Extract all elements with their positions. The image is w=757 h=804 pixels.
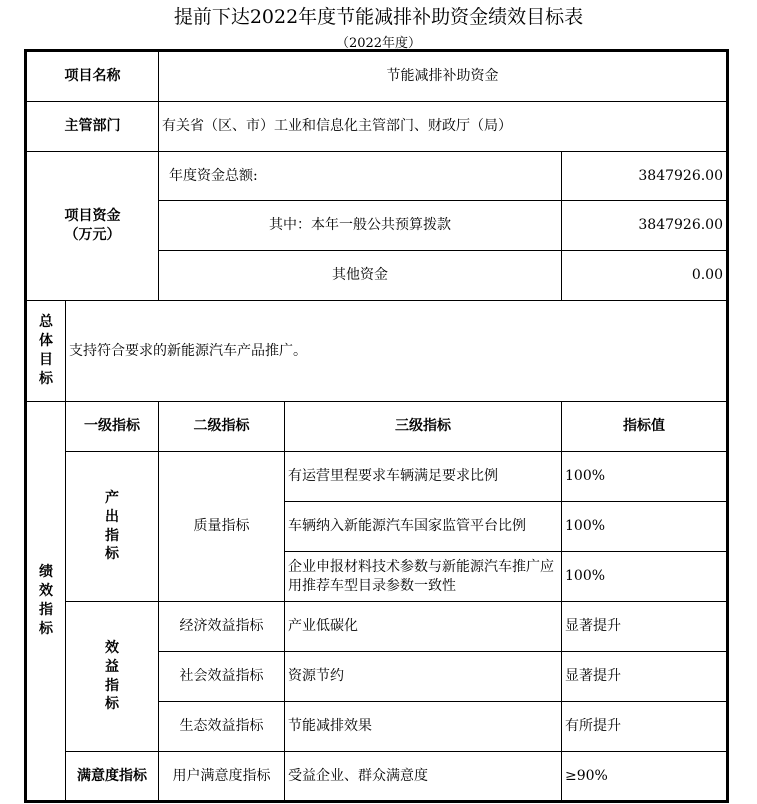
perf-label-char: 指 xyxy=(39,602,53,618)
benefit-label-char: 标 xyxy=(105,696,119,713)
value-cell: 100% xyxy=(562,552,728,602)
output-label-char: 产 xyxy=(105,489,119,506)
page-subtitle: （2022年度） xyxy=(335,36,422,51)
level3-cell: 受益企业、群众满意度 xyxy=(285,752,562,802)
level3-cell: 企业申报材料技术参数与新能源汽车推广应用推荐车型目录参数一致性 xyxy=(285,552,562,602)
project-name-value: 节能减排补助资金 xyxy=(159,51,728,102)
value-cell: 显著提升 xyxy=(562,602,728,652)
level3-cell: 车辆纳入新能源汽车国家监管平台比例 xyxy=(285,502,562,552)
department-label: 主管部门 xyxy=(26,102,159,152)
overall-target-label xyxy=(26,301,66,402)
funds-total-label: 年度资金总额: xyxy=(159,152,562,201)
funds-total-value: 3847926.00 xyxy=(562,152,728,201)
funds-label xyxy=(26,152,159,301)
funds-row xyxy=(26,152,728,201)
value-cell: 100% xyxy=(562,452,728,502)
level3-cell: 节能减排效果 xyxy=(285,702,562,752)
level3-cell: 资源节约 xyxy=(285,652,562,702)
page-title: 提前下达2022年度节能减排补助资金绩效目标表 xyxy=(173,6,584,28)
overall-target-value: 支持符合要求的新能源汽车产品推广。 xyxy=(66,301,728,402)
value-cell: ≥90% xyxy=(562,752,728,802)
perf-label-char: 绩 xyxy=(39,564,53,581)
project-name-row xyxy=(26,51,728,102)
project-name-label: 项目名称 xyxy=(26,51,159,102)
satisfaction-indicators-label: 满意度指标 xyxy=(66,752,159,802)
level2-cell: 经济效益指标 xyxy=(159,602,285,652)
perf-label-char: 标 xyxy=(39,620,53,637)
funds-budget-label: 其中：本年一般公共预算拨款 xyxy=(159,201,562,251)
overall-label-char: 目 xyxy=(39,352,53,368)
table-row xyxy=(26,752,728,802)
funds-budget-value: 3847926.00 xyxy=(562,201,728,251)
indicator-header-row xyxy=(26,402,728,452)
level2-cell: 生态效益指标 xyxy=(159,702,285,752)
value-cell: 有所提升 xyxy=(562,702,728,752)
performance-indicators-label xyxy=(26,402,66,802)
level3-cell: 有运营里程要求车辆满足要求比例 xyxy=(285,452,562,502)
performance-target-table xyxy=(24,49,729,803)
funds-other-value: 0.00 xyxy=(562,251,728,301)
department-value: 有关省（区、市）工业和信息化主管部门、财政厅（局） xyxy=(159,102,728,152)
header-level1: 一级指标 xyxy=(66,402,159,452)
output-label-char: 出 xyxy=(105,508,119,525)
benefit-label-char: 指 xyxy=(105,677,119,694)
quality-indicators-label: 质量指标 xyxy=(159,452,285,602)
output-label-char: 标 xyxy=(105,546,119,563)
benefit-label-char: 效 xyxy=(105,639,119,656)
overall-label-char: 标 xyxy=(39,370,53,387)
header-level3: 三级指标 xyxy=(285,402,562,452)
header-value: 指标值 xyxy=(562,402,728,452)
output-indicators-label xyxy=(66,452,159,602)
table-row xyxy=(26,452,728,502)
funds-label-line2: （万元） xyxy=(64,227,121,243)
value-cell: 100% xyxy=(562,502,728,552)
funds-label-line1: 项目资金 xyxy=(64,208,121,225)
header-level2: 二级指标 xyxy=(159,402,285,452)
perf-label-char: 效 xyxy=(39,583,53,600)
overall-label-char: 总 xyxy=(39,314,53,331)
overall-label-char: 体 xyxy=(39,333,53,350)
benefit-indicators-label xyxy=(66,602,159,752)
benefit-label-char: 益 xyxy=(105,658,119,675)
output-label-char: 指 xyxy=(105,527,119,544)
level2-cell: 社会效益指标 xyxy=(159,652,285,702)
level2-cell: 用户满意度指标 xyxy=(159,752,285,802)
overall-target-row xyxy=(26,301,728,402)
value-cell: 显著提升 xyxy=(562,652,728,702)
funds-other-label: 其他资金 xyxy=(159,251,562,301)
table-row xyxy=(26,602,728,652)
department-row xyxy=(26,102,728,152)
level3-cell: 产业低碳化 xyxy=(285,602,562,652)
